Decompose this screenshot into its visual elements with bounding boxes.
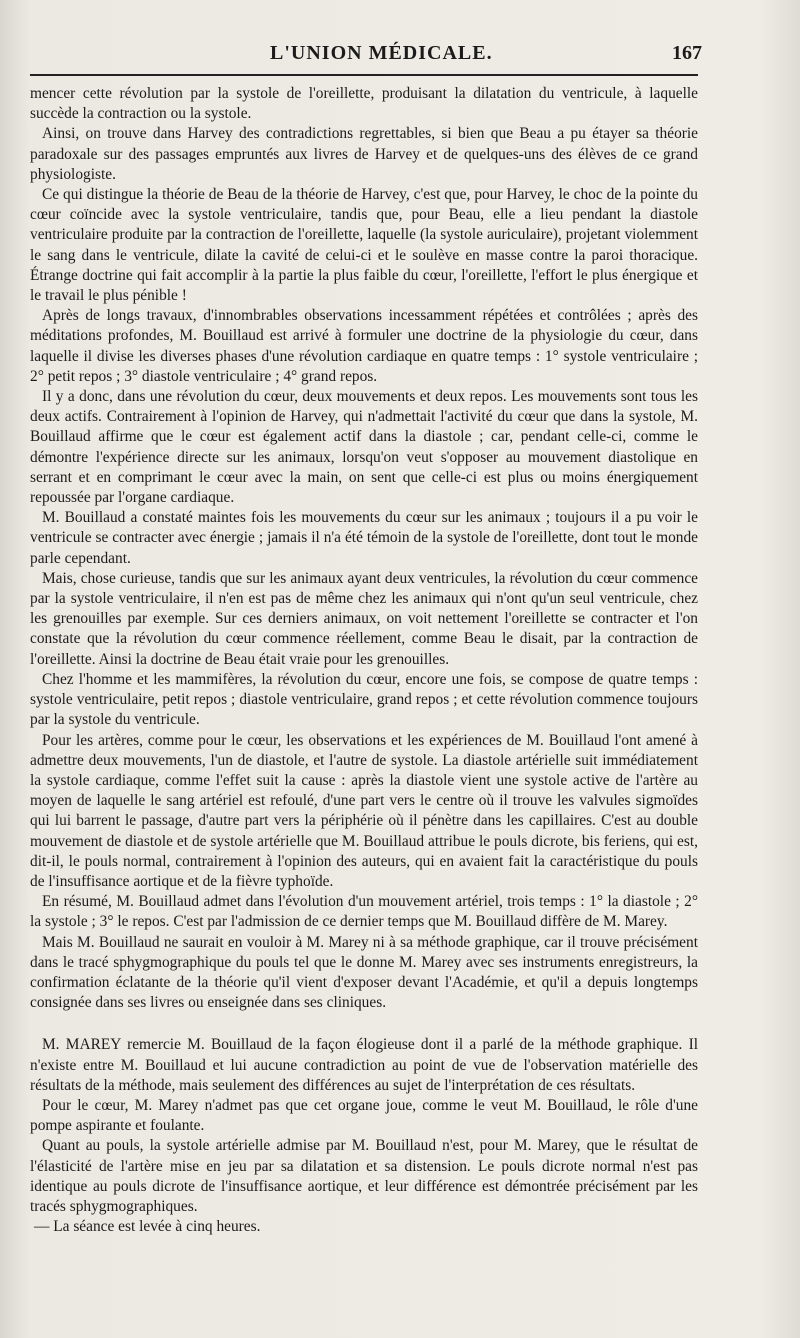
article-body	[30, 84, 698, 1237]
paragraph: M. Bouillaud a constaté maintes fois les mouvements du cœur sur les animaux ; toujours il a pu voir le ventricule se contracter avec énergie ; jamais il n'a été témoin de la systole de l'oreillette, dont tout le monde parle cependant.	[30, 509, 698, 567]
paragraph: Mais, chose curieuse, tandis que sur les animaux ayant deux ventricules, la révolution du cœur commence par la systole ventriculaire, il n'en est pas de même chez les animaux qui n'ont qu'un seul ventricule, chez les grenouilles par exemple. Sur ces derniers animaux, on voit nettement l'oreillette se contracter et l'on constate que la révolution du cœur commence réellement, comme Beau le disait, par la contraction de l'oreillette. Ainsi la doctrine de Beau était vraie pour les grenouilles.	[30, 569, 698, 668]
page-number: 167	[672, 42, 702, 64]
paragraph-marey-reply: M. MAREY remercie M. Bouillaud de la façon élogieuse dont il a parlé de la méthode graphique. Il n'existe entre M. Bouillaud et lui aucune contradiction au point de vue de l'observation matérielle des résultats de la méthode, mais seulement des différences au sujet de l'interprétation de ces résultats.	[30, 1036, 698, 1094]
paragraph: Quant au pouls, la systole artérielle admise par M. Bouillaud n'est, pour M. Marey, que le résultat de l'élasticité de l'artère mise en jeu par sa dilatation et sa distension. Le pouls dicrote normal n'est pas identique au pouls dicrote de l'insuffisance aortique, et leur différence est démontrée précisément par les tracés sphygmographiques.	[30, 1137, 698, 1215]
session-closing: — La séance est levée à cinq heures.	[34, 1218, 261, 1236]
paragraph: mencer cette révolution par la systole de l'oreillette, produisant la dilatation du ventricule, à laquelle succède la contraction ou la systole.	[30, 85, 698, 123]
paragraph: Mais M. Bouillaud ne saurait en vouloir à M. Marey ni à sa méthode graphique, car il trouve précisément dans le tracé sphygmographique du pouls tel que le donne M. Marey avec ses instruments enregistreurs, la confirmation éclatante de la théorie qu'il vient d'exposer devant l'Académie, et qu'il a depuis longtemps consignée dans ses livres ou enseignée dans ses cliniques.	[30, 933, 698, 1012]
paragraph: Pour les artères, comme pour le cœur, les observations et les expériences de M. Bouillaud l'ont amené à admettre deux mouvements, l'un de diastole, et l'autre de systole. La diastole artérielle suit immédiatement la systole cardiaque, comme l'effet suit la cause : après la diastole vient une systole active de l'artère au moyen de laquelle le sang artériel est refoulé, d'une part vers le centre où il trouve les valvules sigmoïdes qui lui barrent le passage, d'autre part vers la périphérie où il pénètre dans les capillaires. C'est au double mouvement de diastole et de systole artérielle que M. Bouillaud attribue le pouls dicrote, bis feriens, qui est, dit-il, le pouls normal, contrairement à l'opinion des auteurs, qui en avaient fait la caractéristique du pouls de l'insuffisance aortique et de la fièvre typhoïde.	[30, 731, 698, 890]
paragraph: Pour le cœur, M. Marey n'admet pas que cet organe joue, comme le veut M. Bouillaud, le rôle d'une pompe aspirante et foulante.	[30, 1096, 698, 1135]
paragraph: En résumé, M. Bouillaud admet dans l'évolution d'un mouvement artériel, trois temps : 1° la diastole ; 2° la systole ; 3° le repos. C'est par l'admission de ce dernier temps que M. Bouillaud diffère de M. Marey.	[30, 893, 698, 931]
paragraph: Ainsi, on trouve dans Harvey des contradictions regrettables, si bien que Beau a pu étayer sa théorie paradoxale sur des passages empruntés aux livres de Harvey et de quelques-uns des élèves de ce grand physiologiste.	[30, 125, 698, 183]
journal-title: L'UNION MÉDICALE.	[270, 42, 493, 64]
running-header	[30, 42, 700, 70]
paragraph: Il y a donc, dans une révolution du cœur, deux mouvements et deux repos. Les mouvements sont tous les deux actifs. Contrairement à l'opinion de Harvey, qui n'admettait l'activité du cœur que dans la systole, M. Bouillaud affirme que le cœur est également actif dans la diastole ; car, pendant celle-ci, comme le démontre l'expérience directe sur les animaux, lorsqu'on veut s'opposer au mouvement diastolique en serrant et en comprimant le cœur avec la main, on sent que celle-ci est plus ou moins énergiquement repoussée par l'organe cardiaque.	[30, 388, 698, 507]
paragraph: Après de longs travaux, d'innombrables observations incessamment répétées et contrôlées ; après des méditations profondes, M. Bouillaud est arrivé à formuler une doctrine de la physiologie du cœur, dans laquelle il divise les diverses phases d'une révolution cardiaque en quatre temps : 1° systole ventriculaire ; 2° petit repos ; 3° diastole ventriculaire ; 4° grand repos.	[30, 307, 698, 385]
header-rule	[30, 74, 698, 76]
paragraph: Chez l'homme et les mammifères, la révolution du cœur, encore une fois, se compose de quatre temps : systole ventriculaire, petit repos ; diastole ventriculaire, grand repos ; et cette révolution commence toujours par la systole du ventricule.	[30, 670, 698, 729]
paragraph: Ce qui distingue la théorie de Beau de la théorie de Harvey, c'est que, pour Harvey, le choc de la pointe du cœur coïncide avec la systole ventriculaire, tandis que, pour Beau, elle a lieu pendant la diastole ventriculaire produite par la contraction de l'oreillette, laquelle (la systole auriculaire), projetant violemment le sang dans le ventricule, dilate la cavité de celui-ci et le soulève en masse contre la paroi thoracique. Étrange doctrine qui fait accomplir à la partie la plus faible du cœur, l'oreillette, l'effort le plus énergique et le travail le plus pénible !	[30, 186, 698, 305]
